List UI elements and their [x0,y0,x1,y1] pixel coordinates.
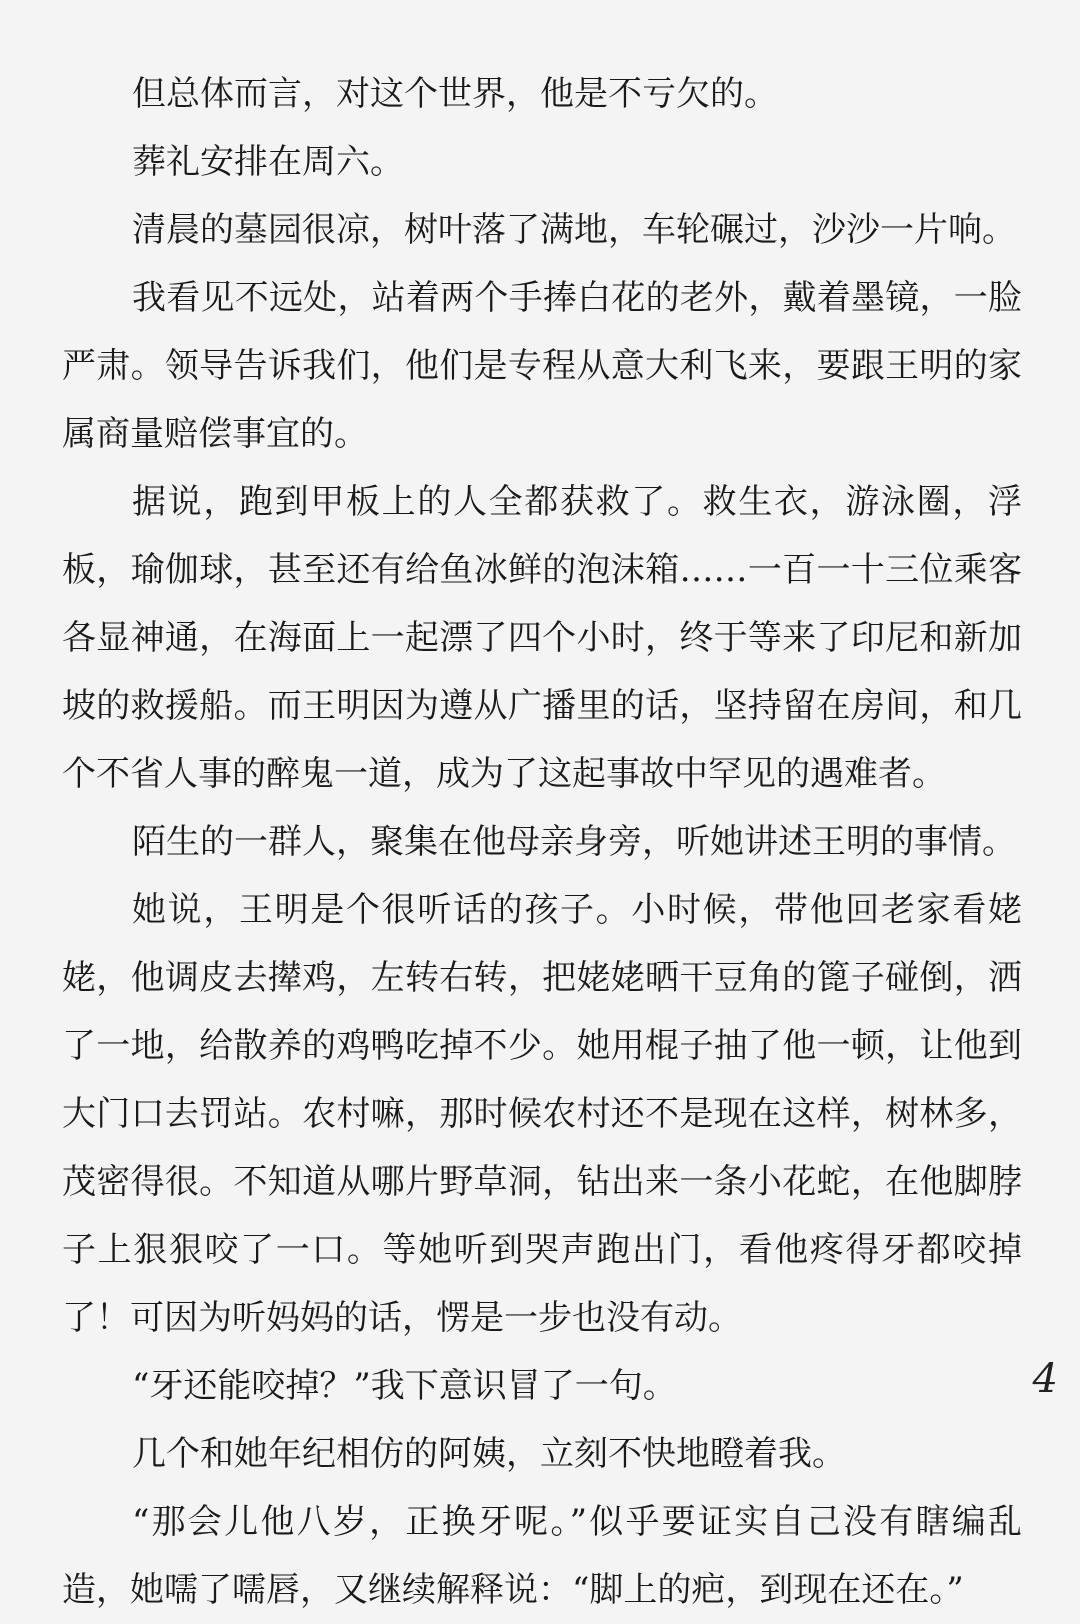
text-body [62,60,1022,1624]
paragraph: 她说，王明是个很听话的孩子。小时候，带他回老家看姥姥，他调皮去撵鸡，左转右转，把姥姥晒干豆角的篦子碰倒，洒了一地，给散养的鸡鸭吃掉不少。她用棍子抽了他一顿，让他到大门口去罚站。农村嘛，那时候农村还不是现在这样，树林多，茂密得很。不知道从哪片野草洞，钻出来一条小花蛇，在他脚脖子上狠狠咬了一口。等她听到哭声跑出门，看他疼得牙都咬掉了！可因为听妈妈的话，愣是一步也没有动。 [62,890,1022,1338]
paragraph: “牙还能咬掉？”我下意识冒了一句。 [132,1366,677,1406]
paragraph: 据说，跑到甲板上的人全都获救了。救生衣，游泳圈，浮板，瑜伽球，甚至还有给鱼冰鲜的泡沫箱……一百一十三位乘客各显神通，在海面上一起漂了四个小时，终于等来了印尼和新加坡的救援船。而王明因为遵从广播里的话，坚持留在房间，和几个不省人事的醉鬼一道，成为了这起事故中罕见的遇难者。 [62,482,1022,794]
page-number: 4 [1032,1356,1058,1402]
paragraph: 但总体而言，对这个世界，他是不亏欠的。 [132,74,778,114]
paragraph: 葬礼安排在周六。 [132,142,404,182]
paragraph: “那会儿他八岁，正换牙呢。”似乎要证实自己没有瞎编乱造，她嚅了嚅唇，又继续解释说：“脚上的疤，到现在还在。” [62,1502,1022,1610]
paragraph: 陌生的一群人，聚集在他母亲身旁，听她讲述王明的事情。 [132,822,1016,862]
paragraph: 几个和她年纪相仿的阿姨，立刻不快地瞪着我。 [132,1434,846,1474]
paragraph: 我看见不远处，站着两个手捧白花的老外，戴着墨镜，一脸严肃。领导告诉我们，他们是专程从意大利飞来，要跟王明的家属商量赔偿事宜的。 [62,278,1022,454]
paragraph: 清晨的墓园很凉，树叶落了满地，车轮碾过，沙沙一片响。 [132,210,1016,250]
